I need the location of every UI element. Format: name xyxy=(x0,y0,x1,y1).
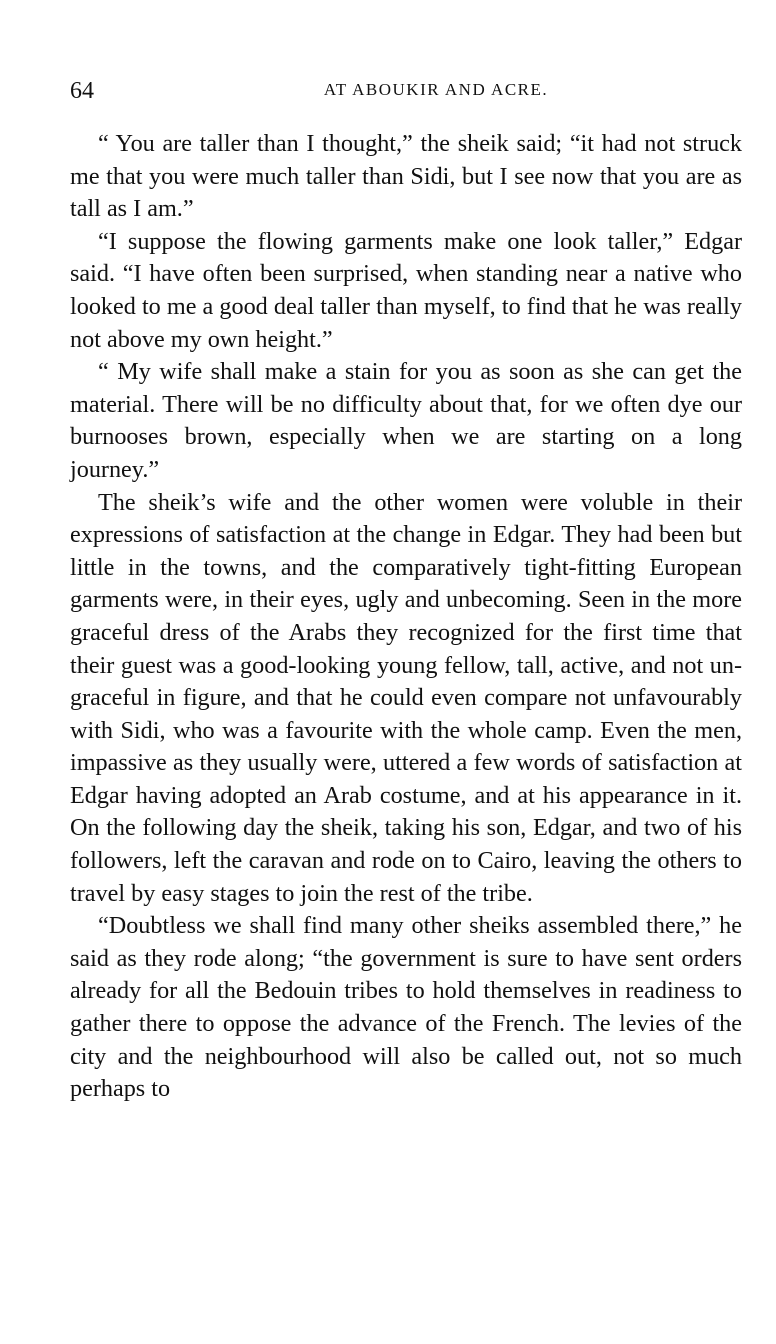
running-head: AT ABOUKIR AND ACRE. xyxy=(323,80,549,99)
paragraph-5: “Doubtless we shall find many other sheiks assembled there,” he said as they rode along; “the government is sure to have sent orders already for all the Bedouin tribes to hold themselves in readiness to gather there to oppose the advance of the French. The levies of the city and the neighbourhood will also be called out, not so much perhaps to xyxy=(70,912,742,1103)
page-number: 64 xyxy=(70,78,94,104)
paragraph-4: The sheik’s wife and the other women were voluble in their expressions of satisfaction at the change in Edgar. They had been but little in the towns, and the comparatively tight-fitting European garments were, in their eyes, ugly and unbecoming. Seen in the more graceful dress of the Arabs they recognized for the first time that their guest was a good-looking young fellow, tall, active, and not ungraceful in figure, and that he could even compare not unfavourably with Sidi, who was a favourite with the whole camp. Even the men, impassive as they usually were, uttered a few words of satisfaction at Edgar having adopted an Arab costume, and at his appearance in it. On the following day the sheik, taking his son, Edgar, and two of his followers, left the caravan and rode on to Cairo, leaving the others to travel by easy stages to join the rest of the tribe. xyxy=(70,488,742,907)
paragraph-3: “ My wife shall make a stain for you as soon as she can get the material. There will be no difficulty about that, for we often dye our burnooses brown, especially when we are starting on a long journey.” xyxy=(70,358,742,483)
paragraph-1: “ You are taller than I thought,” the sheik said; “it had not struck me that you were much taller than Sidi, but I see now that you are as tall as I am.” xyxy=(70,130,742,223)
body-text xyxy=(70,128,742,1106)
book-page xyxy=(70,78,742,1106)
paragraph-2: “I suppose the flowing garments make one look taller,” Edgar said. “I have often been surprised, when standing near a native who looked to me a good deal taller than myself, to find that he was really not above my own height.” xyxy=(70,227,742,353)
page-header xyxy=(70,78,742,118)
